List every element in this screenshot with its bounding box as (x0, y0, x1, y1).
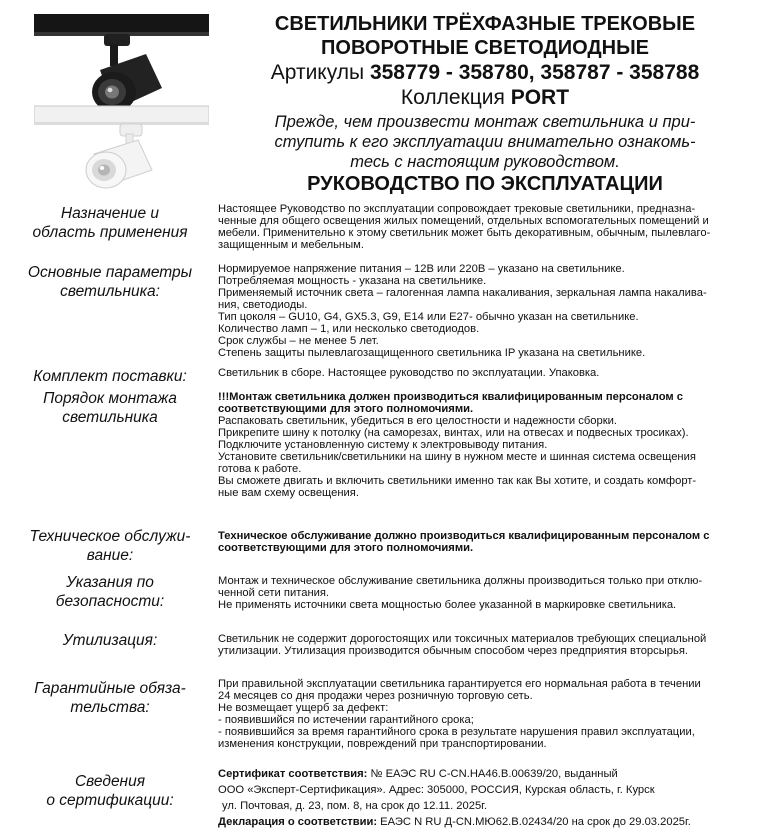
section-text: Светильник в сборе. Настоящее руководство по эксплуатации. Упаковка. (218, 367, 600, 379)
section-text: !!!Монтаж светильника должен производиться квалифицированным персоналом с соответствующими для этого полномочиями. Распаковать светильник, убедиться в его целостности и надежности сборки. Прикрепите шину к потолку (на саморезах, винтах, или на отвесах и подвесных тросиках). Подключите установленную систему к электровыводу питания. Установите светильник/светильники на шину в нужном месте и шинная система освещения готова к работе. Вы сможете двигать и включить светильники именно так как Вы хотите, и создать комфорт- ные вам схему освещения. (218, 391, 697, 499)
cert-value: № ЕАЭС RU C-CN.НА46.В.00639/20, выданный (367, 768, 618, 780)
white-track-spotlight (34, 106, 209, 188)
manual-title: РУКОВОДСТВО ПО ЭКСПЛУАТАЦИИ (307, 173, 663, 195)
articles-line (212, 60, 758, 86)
section-label: Утилизация: (62, 632, 158, 649)
section-label: Указания по безопасности: (55, 574, 165, 610)
section-label: Гарантийные обяза- тельства: (34, 680, 186, 716)
articles-codes: 358779 - 358780, 358787 - 358788 (369, 61, 700, 84)
document-header (212, 12, 758, 195)
section-label: Назначение и область применения (32, 205, 188, 241)
warning-line-2: ступить к его эксплуатации внимательно ознакомь- (274, 133, 696, 151)
section-label: Основные параметры светильника: (27, 264, 193, 300)
section-text: Нормируемое напряжение питания – 12В или 220В – указано на светильнике. Потребляемая мощность - указана на светильнике. Применяемый источник света – галогенная лампа накаливания, зеркальная лампа накалива- ния, светодиоды. Тип цоколя – GU10, G4, GX5.3, G9, E14 или E27- обычно указан на светильнике. Количество ламп – 1, или несколько светодиодов. Срок службы – не менее 5 лет. Степень защиты пылевлагозащищенного светильника IP указана на светильнике. (218, 263, 707, 359)
collection-name: PORT (510, 86, 570, 109)
decl-value: ЕАЭС N RU Д-CN.МЮ62.В.02434/20 на срок до 29.03.2025г. (377, 816, 691, 828)
collection-prefix: Коллекция (400, 86, 511, 109)
title-line-1: СВЕТИЛЬНИКИ ТРЁХФАЗНЫЕ ТРЕКОВЫЕ (274, 13, 696, 35)
cert-label: Сертификат соответствия: (218, 768, 368, 780)
decl-label: Декларация о соответствии: (218, 816, 378, 828)
collection-line (212, 86, 758, 110)
section-label: Порядок монтажа светильника (43, 390, 177, 426)
cert-line-3: ул. Почтовая, д. 23, пом. 8, на срок до 12.11. 2025г. (222, 800, 488, 812)
product-images (34, 14, 209, 192)
section-text: При правильной эксплуатации светильника гарантируется его нормальная работа в течении 24 месяцев со дня продажи через розничную торговую сеть. Не возмещает ущерб за дефект: - появившийся по истечении гарантийного срока; - появившийся за время гарантийного срока в результате нарушения правил эксплуатации, изменения конструкции, повреждений при транспортировании. (218, 678, 701, 750)
section-label: Комплект поставки: (33, 368, 187, 385)
section-text (218, 766, 758, 830)
section-label: Сведения о сертификации: (46, 773, 174, 809)
section-text: Техническое обслуживание должно производиться квалифицированным персоналом с соответствующими для этого полномочиями. (218, 530, 710, 554)
warning-line-1: Прежде, чем произвести монтаж светильника и при- (274, 113, 696, 131)
section-text: Светильник не содержит дорогостоящих или токсичных материалов требующих специальной утилизации. Утилизация производится обычным способом через предприятия вторсырья. (218, 633, 707, 657)
articles-prefix: Артикулы (270, 61, 370, 84)
section-label: Техническое обслужи- вание: (29, 528, 191, 564)
black-track-spotlight (34, 14, 209, 112)
title-line-2: ПОВОРОТНЫЕ СВЕТОДИОДНЫЕ (321, 37, 649, 59)
section-text: Настоящее Руководство по эксплуатации сопровождает трековые светильники, предназна- ченные для общего освещения жилых помещений, отдельных вспомогательных помещений и мебели. Применительно к этому светильник может быть декоративным, обычным, пылевлаго- защищенным и мебельным. (218, 203, 711, 251)
section-text: Монтаж и техническое обслуживание светильника должны производиться только при отклю- ченной сети питания. Не применять источники света мощностью более указанной в маркировке светильника. (218, 575, 703, 611)
warning-line-3: тесь с настоящим руководством. (350, 153, 620, 171)
warning-text (212, 112, 758, 172)
cert-line-2: ООО «Эксперт-Сертификация». Адрес: 305000, РОССИЯ, Курская область, г. Курск (218, 784, 655, 796)
